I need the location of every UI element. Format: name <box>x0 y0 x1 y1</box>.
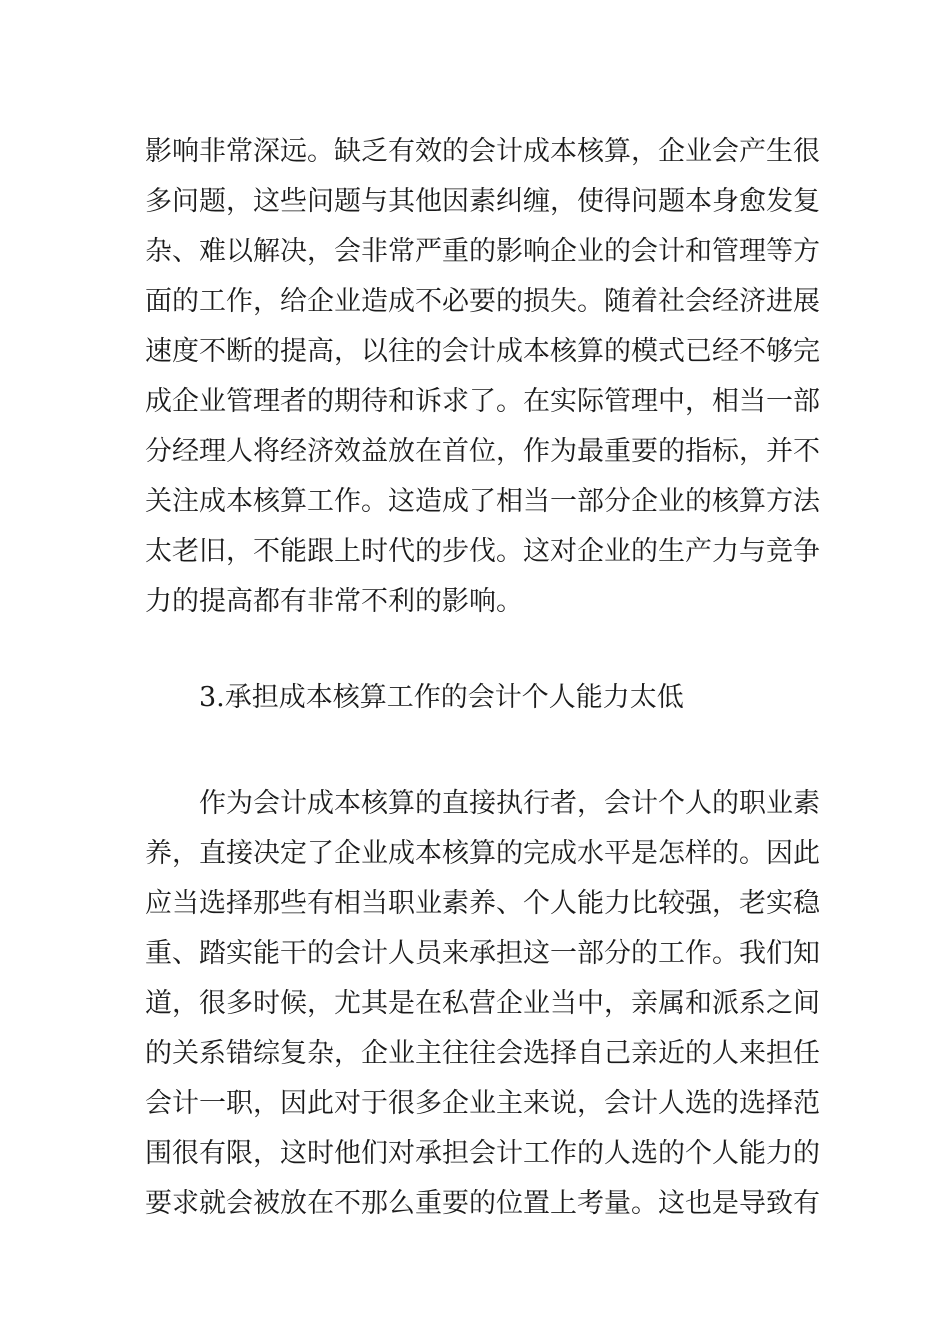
section-heading-text: 3.承担成本核算工作的会计个人能力太低 <box>199 682 684 713</box>
paragraph-line: 速度不断的提高，以往的会计成本核算的模式已经不够完 <box>145 336 820 367</box>
paragraph-line: 的关系错综复杂，企业主往往会选择自己亲近的人来担任 <box>145 1038 820 1069</box>
paragraph-line: 成企业管理者的期待和诉求了。在实际管理中，相当一部 <box>145 386 820 417</box>
paragraph-line: 重、踏实能干的会计人员来承担这一部分的工作。我们知 <box>145 938 820 969</box>
paragraph-line: 多问题，这些问题与其他因素纠缠，使得问题本身愈发复 <box>145 186 820 217</box>
paragraph-line: 分经理人将经济效益放在首位，作为最重要的指标，并不 <box>145 436 820 467</box>
paragraph-line: 杂、难以解决，会非常严重的影响企业的会计和管理等方 <box>145 236 820 267</box>
section-heading <box>145 673 810 723</box>
paragraph-1 <box>145 127 820 627</box>
paragraph-line: 会计一职，因此对于很多企业主来说，会计人选的选择范 <box>145 1088 820 1119</box>
paragraph-line: 作为会计成本核算的直接执行者，会计个人的职业素 <box>199 788 820 819</box>
paragraph-line: 要求就会被放在不那么重要的位置上考量。这也是导致有 <box>145 1188 820 1219</box>
paragraph-line: 太老旧，不能跟上时代的步伐。这对企业的生产力与竞争 <box>145 536 820 567</box>
paragraph-2 <box>145 779 820 1229</box>
paragraph-line: 关注成本核算工作。这造成了相当一部分企业的核算方法 <box>145 486 820 517</box>
paragraph-line: 力的提高都有非常不利的影响。 <box>145 586 523 617</box>
paragraph-line: 影响非常深远。缺乏有效的会计成本核算，企业会产生很 <box>145 136 820 167</box>
paragraph-line: 围很有限，这时他们对承担会计工作的人选的个人能力的 <box>145 1138 820 1169</box>
paragraph-line: 面的工作，给企业造成不必要的损失。随着社会经济进展 <box>145 286 820 317</box>
paragraph-line: 道，很多时候，尤其是在私营企业当中，亲属和派系之间 <box>145 988 820 1019</box>
paragraph-line: 应当选择那些有相当职业素养、个人能力比较强，老实稳 <box>145 888 820 919</box>
paragraph-line: 养，直接决定了企业成本核算的完成水平是怎样的。因此 <box>145 838 820 869</box>
